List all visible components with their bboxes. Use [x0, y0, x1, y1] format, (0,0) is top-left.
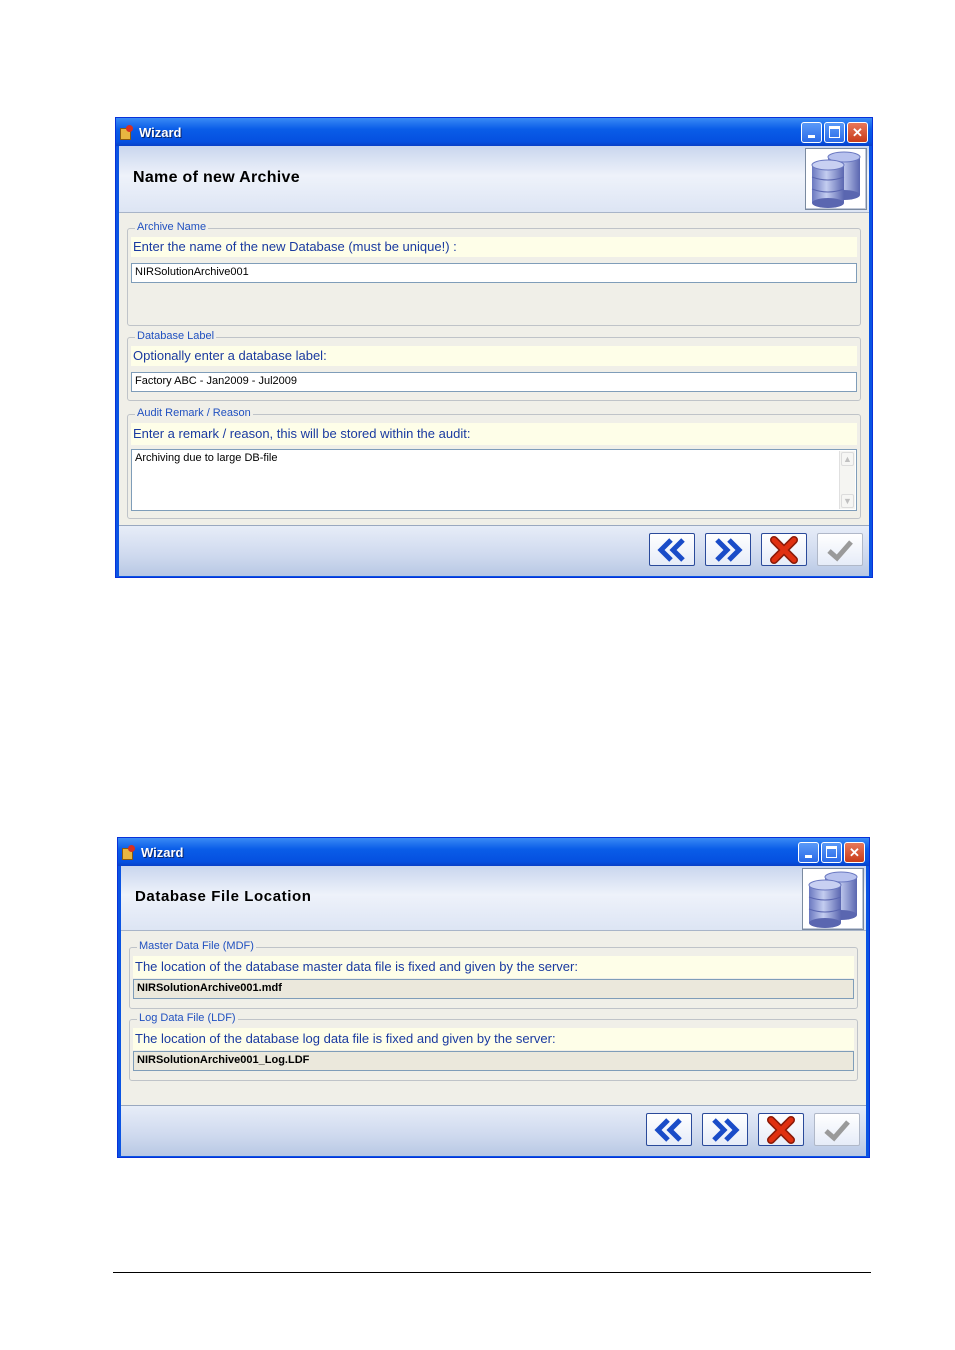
maximize-button[interactable] [821, 842, 842, 863]
scroll-down-icon[interactable]: ▼ [841, 494, 854, 508]
maximize-icon [826, 846, 837, 858]
group-legend: Archive Name [137, 221, 207, 233]
app-icon [120, 125, 134, 139]
finish-button[interactable] [817, 533, 863, 566]
page-title: Name of new Archive [133, 169, 300, 186]
wizard-header [121, 866, 866, 931]
minimize-icon [808, 135, 815, 138]
wizard-header [119, 146, 869, 213]
wizard-footer [121, 1105, 866, 1156]
database-icon [805, 148, 867, 210]
cancel-button[interactable] [761, 533, 807, 566]
wizard-footer [119, 525, 869, 576]
log-file-prompt: The location of the database log data file is fixed and given by the server: [133, 1028, 854, 1050]
database-label-group [127, 330, 861, 401]
wizard-client [119, 146, 869, 576]
minimize-icon [805, 855, 812, 858]
audit-remark-textarea[interactable] [131, 449, 857, 511]
master-file-path: NIRSolutionArchive001.mdf [133, 979, 854, 999]
scroll-up-icon[interactable]: ▲ [841, 452, 854, 466]
archive-name-group [127, 221, 861, 326]
log-file-path: NIRSolutionArchive001_Log.LDF [133, 1051, 854, 1071]
next-button[interactable] [702, 1113, 748, 1146]
page-title: Database File Location [135, 888, 312, 905]
archive-name-input[interactable]: NIRSolutionArchive001 [131, 263, 857, 283]
master-data-file-group [129, 940, 858, 1009]
database-label-prompt: Optionally enter a database label: [131, 346, 857, 366]
double-chevron-right-icon [711, 537, 745, 563]
audit-remark-text: Archiving due to large DB-file [135, 452, 278, 464]
double-chevron-right-icon [708, 1117, 742, 1143]
minimize-button[interactable] [798, 842, 819, 863]
archive-name-prompt: Enter the name of the new Database (must be unique!) : [131, 237, 857, 257]
window-title: Wizard [139, 124, 182, 140]
back-button[interactable] [649, 533, 695, 566]
close-button[interactable] [847, 122, 868, 143]
check-icon [825, 537, 855, 563]
finish-button[interactable] [814, 1113, 860, 1146]
group-legend: Audit Remark / Reason [137, 407, 251, 419]
title-bar[interactable] [116, 118, 872, 146]
close-icon: ✕ [849, 844, 860, 860]
window-title: Wizard [141, 844, 184, 860]
database-icon [802, 868, 864, 930]
master-file-prompt: The location of the database master data file is fixed and given by the server: [133, 956, 854, 978]
close-icon: ✕ [852, 124, 863, 140]
audit-remark-group [127, 407, 861, 519]
title-bar[interactable] [118, 838, 869, 866]
next-button[interactable] [705, 533, 751, 566]
group-legend: Log Data File (LDF) [139, 1012, 236, 1024]
minimize-button[interactable] [801, 122, 822, 143]
wizard-window-file-location [117, 837, 870, 1158]
page-footer-rule [113, 1272, 871, 1273]
maximize-button[interactable] [824, 122, 845, 143]
database-label-input[interactable]: Factory ABC - Jan2009 - Jul2009 [131, 372, 857, 392]
app-icon [122, 845, 136, 859]
group-legend: Database Label [137, 330, 215, 342]
red-x-icon [769, 536, 799, 564]
group-legend: Master Data File (MDF) [139, 940, 254, 952]
vertical-scrollbar[interactable] [839, 451, 855, 509]
cancel-button[interactable] [758, 1113, 804, 1146]
log-data-file-group [129, 1012, 858, 1081]
wizard-window-archive-name [115, 117, 873, 578]
double-chevron-left-icon [655, 537, 689, 563]
check-icon [822, 1117, 852, 1143]
double-chevron-left-icon [652, 1117, 686, 1143]
close-button[interactable] [844, 842, 865, 863]
maximize-icon [829, 126, 840, 138]
wizard-client [121, 866, 866, 1156]
red-x-icon [766, 1116, 796, 1144]
back-button[interactable] [646, 1113, 692, 1146]
audit-remark-prompt: Enter a remark / reason, this will be stored within the audit: [131, 423, 857, 445]
